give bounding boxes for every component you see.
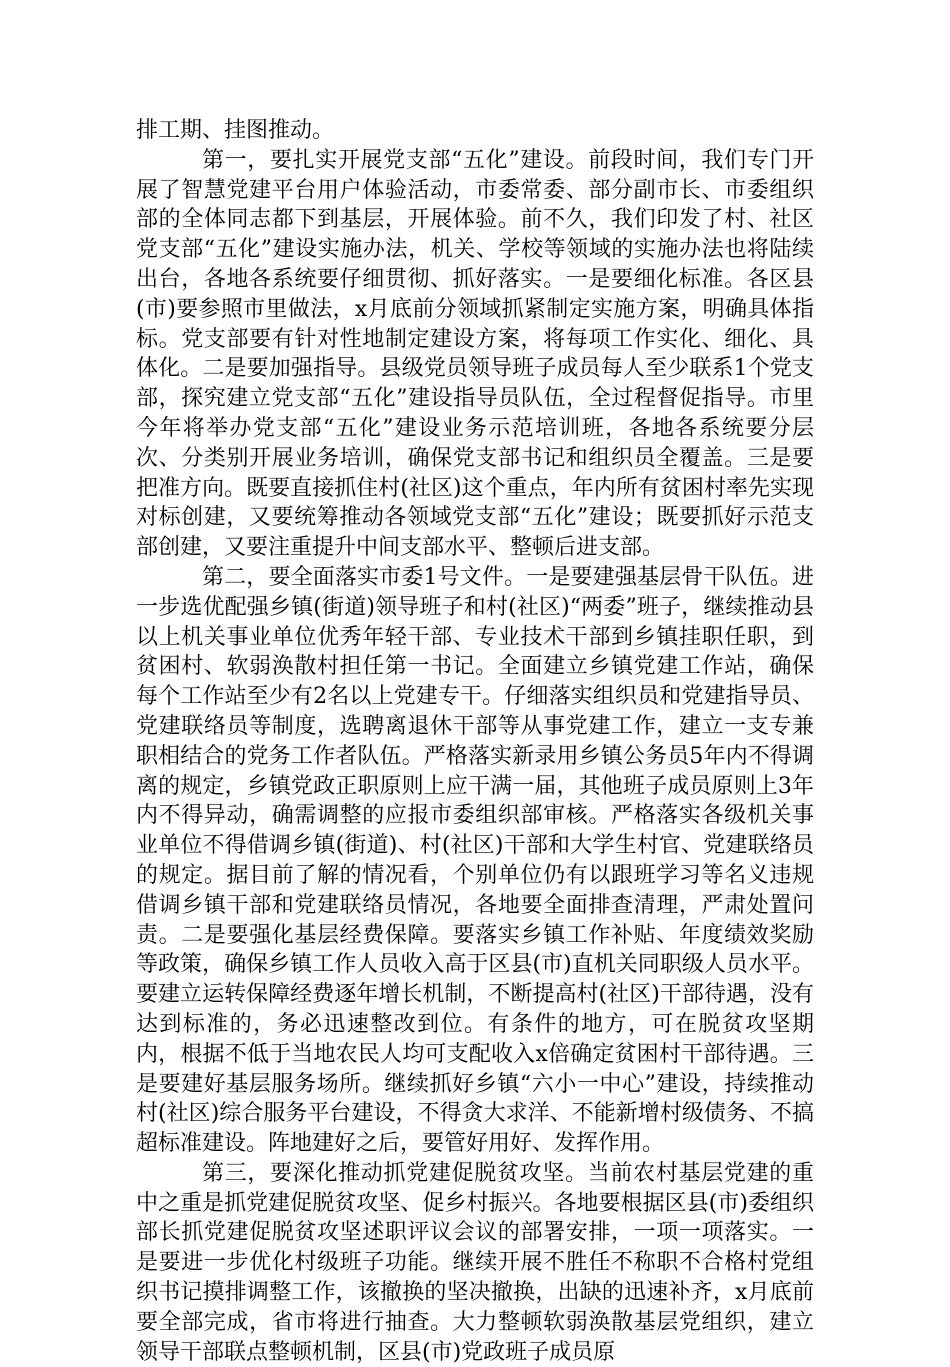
paragraph-continuation: 排工期、挂图推动。 xyxy=(136,118,335,143)
document-page xyxy=(136,116,814,1367)
paragraph-third: 第三，要深化推动抓党建促脱贫攻坚。当前农村基层党建的重中之重是抓党建促脱贫攻坚、促乡村振兴。各地要根据区县(市)委组织部长抓党建促脱贫攻坚述职评议会议的部署安排，一项一项落实。一是要进一步优化村级班子功能。继续开展不胜任不称职不合格村党组织书记摸排调整工作，该撤换的坚决撤换，出缺的迅速补齐，x月底前要全部完成，省市将进行抽查。大力整顿软弱涣散基层党组织，建立领导干部联点整顿机制，区县(市)党政班子成员原 xyxy=(136,1160,814,1365)
paragraph-first: 第一，要扎实开展党支部“五化”建设。前段时间，我们专门开展了智慧党建平台用户体验活动，市委常委、部分副市长、市委组织部的全体同志都下到基层，开展体验。前不久，我们印发了村、社区党支部“五化”建设实施办法，机关、学校等领域的实施办法也将陆续出台，各地各系统要仔细贯彻、抓好落实。一是要细化标准。各区县(市)要参照市里做法，x月底前分领域抓紧制定实施方案，明确具体指标。党支部要有针对性地制定建设方案，将每项工作实化、细化、具体化。二是要加强指导。县级党员领导班子成员每人至少联系1个党支部，探究建立党支部“五化”建设指导员队伍，全过程督促指导。市里今年将举办党支部“五化”建设业务示范培训班，各地各系统要分层次、分类别开展业务培训，确保党支部书记和组织员全覆盖。三是要把准方向。既要直接抓住村(社区)这个重点，年内所有贫困村率先实现对标创建，又要统筹推动各领域党支部“五化”建设；既要抓好示范支部创建，又要注重提升中间支部水平、整顿后进支部。 xyxy=(136,147,814,561)
paragraph-second: 第二，要全面落实市委1号文件。一是要建强基层骨干队伍。进一步选优配强乡镇(街道)领导班子和村(社区)“两委”班子，继续推动县以上机关事业单位优秀年轻干部、专业技术干部到乡镇挂职任职，到贫困村、软弱涣散村担任第一书记。全面建立乡镇党建工作站，确保每个工作站至少有2名以上党建专干。仔细落实组织员和党建指导员、党建联络员等制度，选聘离退休干部等从事党建工作，建立一支专兼职相结合的党务工作者队伍。严格落实新录用乡镇公务员5年内不得调离的规定，乡镇党政正职原则上应干满一届，其他班子成员原则上3年内不得异动，确需调整的应报市委组织部审核。严格落实各级机关事业单位不得借调乡镇(街道)、村(社区)干部和大学生村官、党建联络员的规定。据目前了解的情况看，个别单位仍有以跟班学习等名义违规借调乡镇干部和党建联络员情况，各地要全面排查清理，严肃处置问责。二是要强化基层经费保障。要落实乡镇工作补贴、年度绩效奖励等政策，确保乡镇工作人员收入高于区县(市)直机关同职级人员水平。要建立运转保障经费逐年增长机制，不断提高村(社区)干部待遇，没有达到标准的，务必迅速整改到位。有条件的地方，可在脱贫攻坚期内，根据不低于当地农民人均可支配收入x倍确定贫困村干部待遇。三是要建好基层服务场所。继续抓好乡镇“六小一中心”建设，持续推动村(社区)综合服务平台建设，不得贪大求洋、不能新增村级债务、不搞超标准建设。阵地建好之后，要管好用好、发挥作用。 xyxy=(136,564,814,1157)
